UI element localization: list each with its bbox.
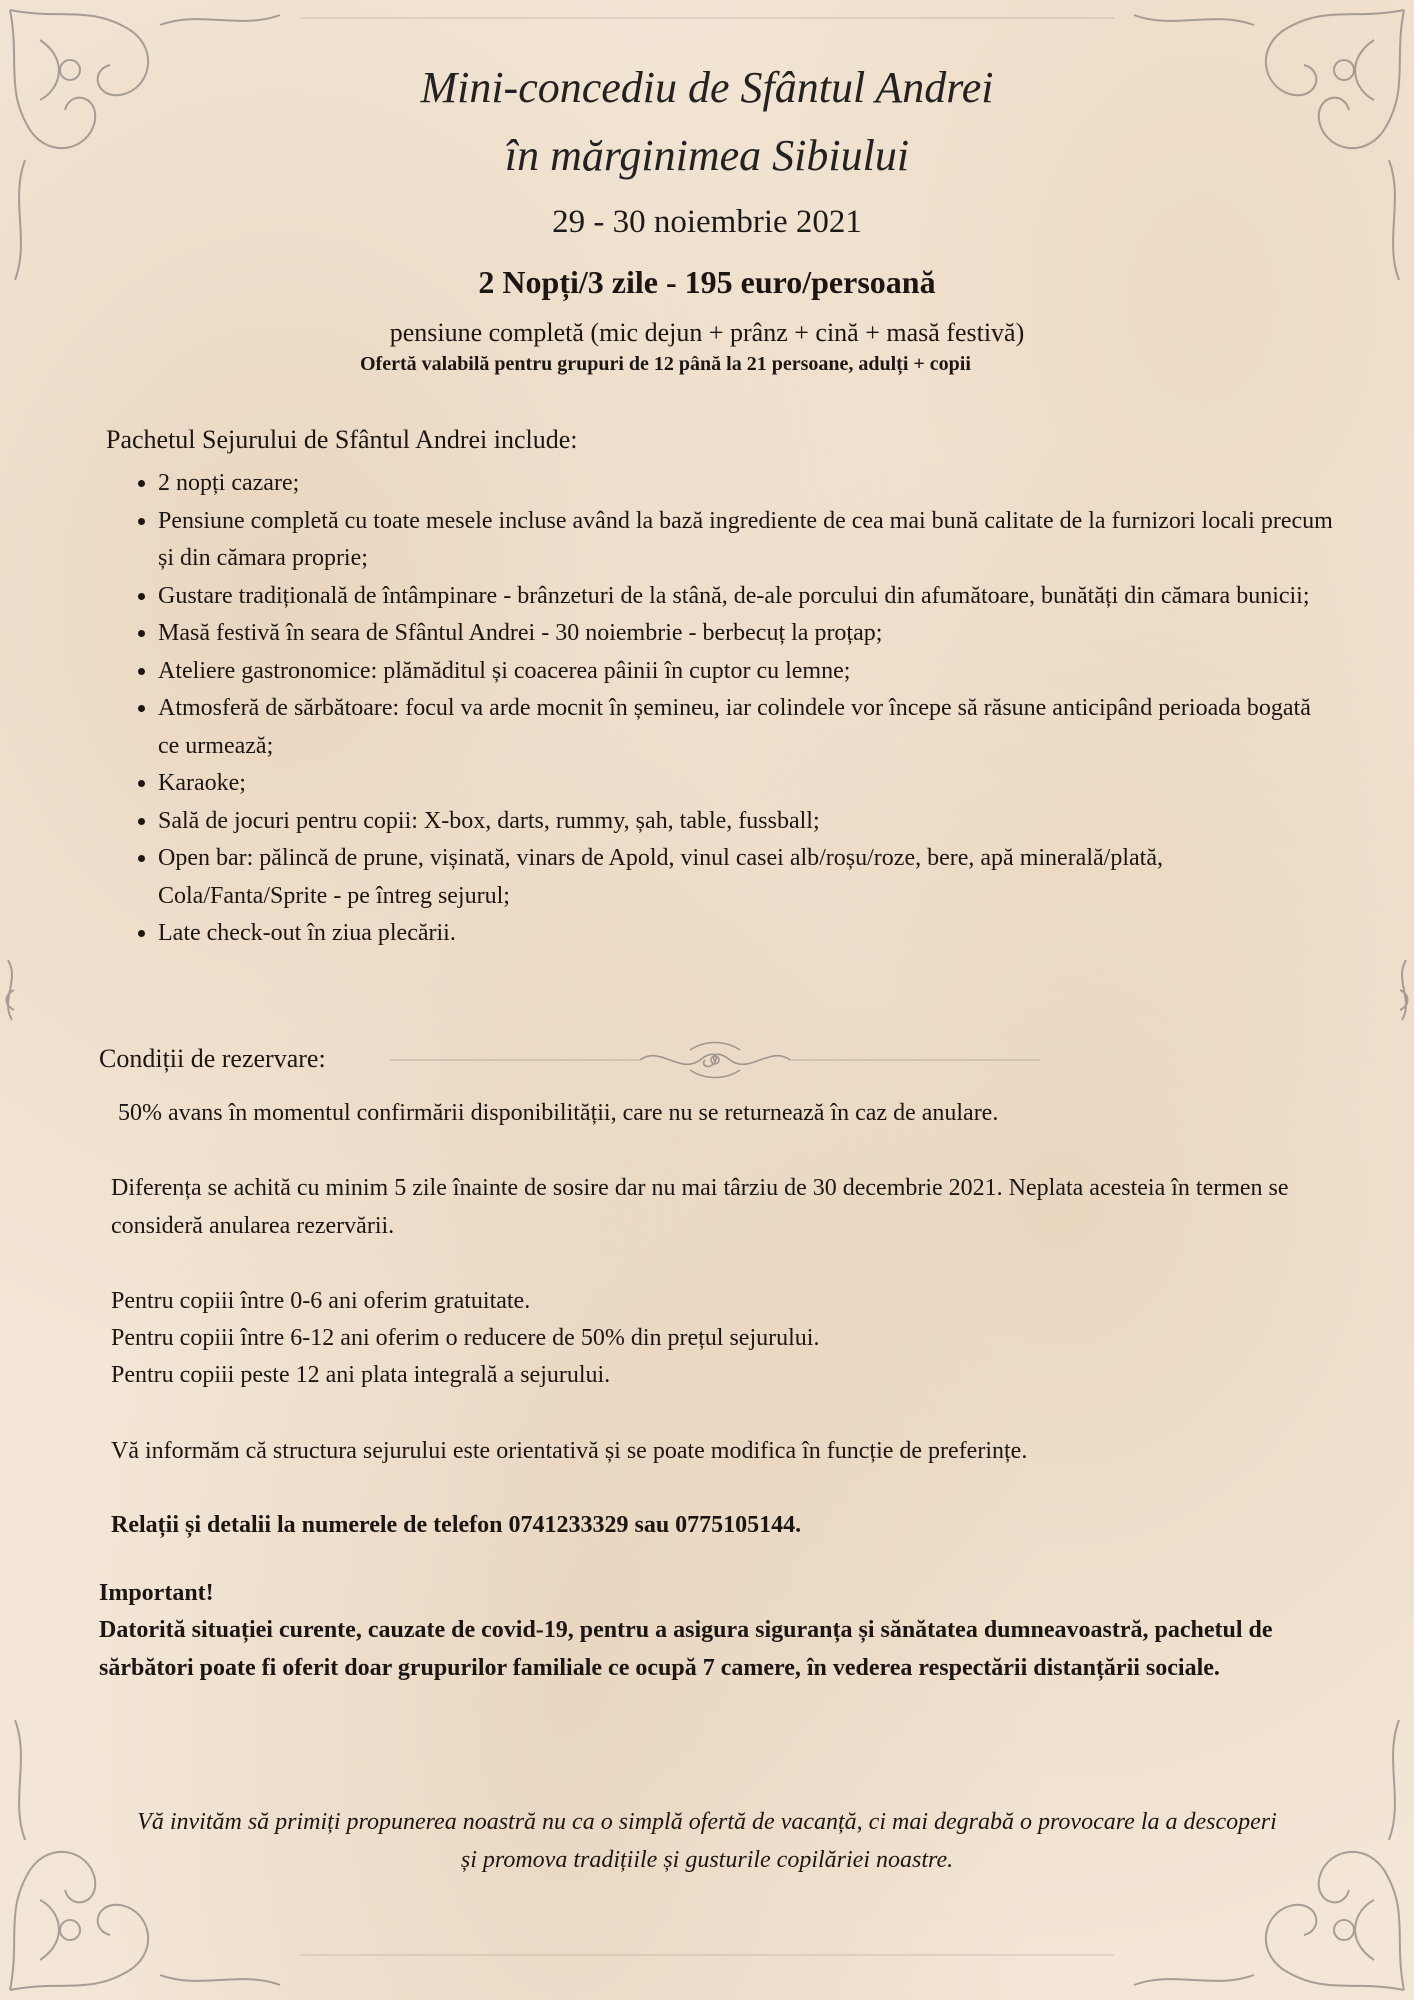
divider-ornament [390, 1040, 1040, 1080]
kids-policy-0-6: Pentru copiii între 0-6 ani oferim gratuitate. [111, 1288, 531, 1314]
right-side-flourish [1400, 960, 1408, 1020]
conditions-heading: Condiții de rezervare: [99, 1044, 326, 1073]
covid-notice: Datorită situației curente, cauzate de covid-19, pentru a asigura siguranța și sănătatea dumneavoastră, pachetul de sărbători poate fi oferit doar grupurilor familiale ce ocupă 7 camere, în vederea respectării distanțării sociale. [99, 1617, 1273, 1681]
closing-invitation: Vă invităm să primiți propunerea noastră nu ca o simplă ofertă de vacanță, ci mai degrabă o provocare la a descoperi și promova tradițiile și gusturile copilăriei noastre. [137, 1809, 1277, 1873]
list-item: • Ateliere gastronomice: plămăditul și coacerea pâinii în cuptor cu lemne; [158, 653, 1338, 691]
list-item: • Atmosferă de sărbătoare: focul va arde mocnit în șemineu, iar colindele vor începe să răsune anticipând perioada bogată ce urmează; [158, 690, 1338, 765]
price-line: 2 Nopți/3 zile - 195 euro/persoană [478, 264, 936, 300]
kids-policy-over-12: Pentru copiii peste 12 ani plata integrală a sejurului. [111, 1362, 611, 1388]
package-list [108, 465, 1338, 953]
offer-validity: Ofertă valabilă pentru grupuri de 12 până la 21 persoane, adulți + copii [360, 353, 971, 375]
left-side-flourish [7, 960, 15, 1020]
list-item: • Sală de jocuri pentru copii: X-box, darts, rummy, șah, table, fussball; [158, 803, 1338, 841]
title-line-1: Mini-concediu de Sfântul Andrei [420, 63, 994, 112]
package-heading: Pachetul Sejurului de Sfântul Andrei include: [106, 425, 578, 454]
list-item: • Open bar: pălincă de prune, vișinată, vinars de Apold, vinul casei alb/roșu/roze, bere, apă minerală/plată, Cola/Fanta/Sprite - pe întreg sejurul; [158, 840, 1338, 915]
list-item: • Late check-out în ziua plecării. [158, 915, 1338, 953]
board-type: pensiune completă (mic dejun + prânz + cină + masă festivă) [389, 318, 1025, 347]
list-item: • 2 nopți cazare; [158, 465, 1338, 503]
list-item: • Masă festivă în seara de Sfântul Andrei - 30 noiembrie - berbecuț la proțap; [158, 615, 1338, 653]
structure-note: Vă informăm că structura sejurului este orientativă și se poate modifica în funcție de preferințe. [111, 1438, 1028, 1464]
list-item: • Pensiune completă cu toate mesele incluse având la bază ingrediente de cea mai bună calitate de la furnizori locali precum și din cămara proprie; [158, 503, 1338, 578]
important-heading: Important! [99, 1580, 214, 1606]
kids-policy-6-12: Pentru copiii între 6-12 ani oferim o reducere de 50% din prețul sejurului. [111, 1325, 820, 1351]
list-item: • Karaoke; [158, 765, 1338, 803]
balance-payment: Diferența se achită cu minim 5 zile înainte de sosire dar nu mai târziu de 30 decembrie 2021. Neplata acesteia în termen se consideră anularea rezervării. [111, 1175, 1289, 1239]
contact-phones: Relații și detalii la numerele de telefon 0741233329 sau 0775105144. [111, 1512, 802, 1538]
event-dates: 29 - 30 noiembrie 2021 [552, 204, 862, 240]
list-item: • Gustare tradițională de întâmpinare - brânzeturi de la stână, de-ale porcului din afumătoare, bunătăți din cămara bunicii; [158, 578, 1338, 616]
advance-payment: 50% avans în momentul confirmării disponibilității, care nu se returnează în caz de anulare. [118, 1100, 999, 1126]
title-line-2: în mărginimea Sibiului [504, 131, 910, 180]
